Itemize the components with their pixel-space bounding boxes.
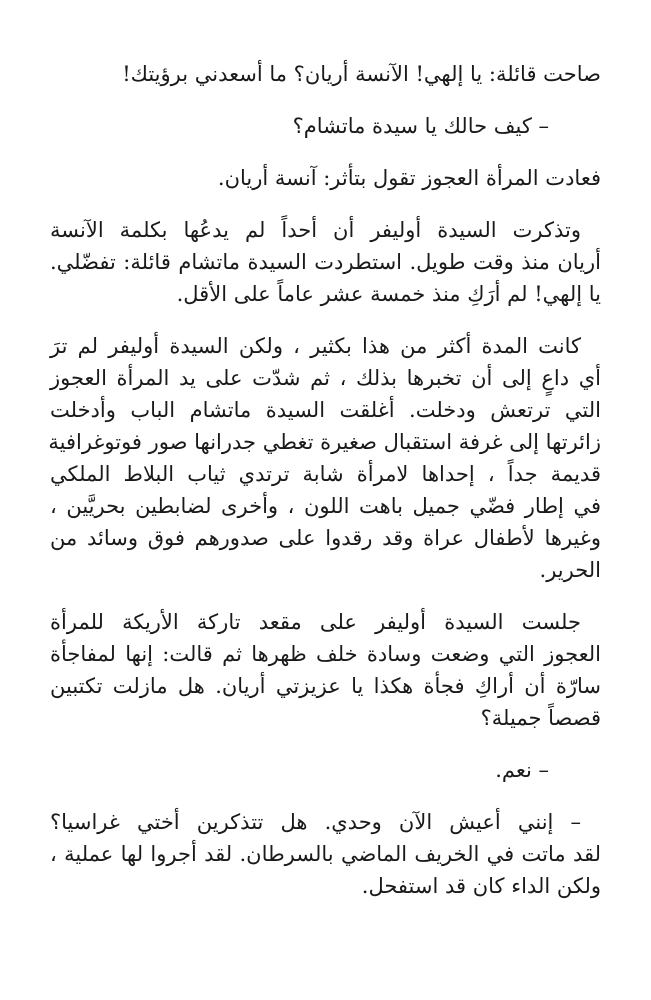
text-line: سارّة أن أراكِ فجأة هكذا يا عزيزتي أريان. هل مازلت تكتبين	[50, 674, 601, 698]
text-line: التي ترتعش ودخلت. أغلقت السيدة ماتشام الباب وأدخلت	[50, 398, 601, 422]
text-line: – إنني أعيش الآن وحدي. هل تتذكرين أختي غراسيا؟	[50, 810, 581, 834]
paragraph-old-woman-reply	[50, 162, 601, 194]
text-line: صاحت قائلة: يا إلهي! الآنسة أريان؟ ما أسعدني برؤيتك!	[122, 62, 601, 86]
text-line: جلست السيدة أوليفر على مقعد تاركة الأريكة للمرأة	[50, 610, 581, 634]
paragraph-dialog-greeting	[50, 110, 601, 142]
paragraph-dialog-yes	[50, 754, 601, 786]
text-line: العجوز التي وضعت وسادة خلف ظهرها ثم قالت: إنها لمفاجأة	[50, 642, 601, 666]
paragraph-sister-gracia	[50, 806, 601, 902]
text-line: قصصاً جميلة؟	[480, 706, 601, 730]
text-line: الحرير.	[539, 558, 601, 582]
text-line: – نعم.	[495, 758, 549, 782]
text-line: كانت المدة أكثر من هذا بكثير ، ولكن السيدة أوليفر لم ترَ	[50, 334, 581, 358]
text-line: وغيرها لأطفال عراة وقد رقدوا على صدورهم فوق وسائد من	[50, 526, 601, 550]
text-line: في إطار فضّي جميل باهت اللون ، وأخرى لضابطين بحريَّين ،	[50, 494, 601, 518]
paragraph-exclamation	[50, 58, 601, 90]
text-line: وتذكرت السيدة أوليفر أن أحداً لم يدعُها بكلمة الآنسة	[50, 218, 581, 242]
text-line: زائرتها إلى غرفة استقبال صغيرة تغطي جدرانها صور فوتوغرافية	[48, 430, 601, 454]
text-line: ولكن الداء كان قد استفحل.	[361, 874, 601, 898]
text-line: أي داعٍ إلى أن تخبرها بذلك ، ثم شدّت على يد المرأة العجوز	[50, 366, 601, 390]
text-line: لقد ماتت في الخريف الماضي بالسرطان. لقد أجروا لها عملية ،	[50, 842, 601, 866]
paragraph-sofa-conversation	[50, 606, 601, 734]
text-line: يا إلهي! لم أرَكِ منذ خمسة عشر عاماً على الأقل.	[176, 282, 601, 306]
text-line: فعادت المرأة العجوز تقول بتأثر: آنسة أريان.	[217, 166, 601, 190]
text-line: قديمة جداً ، إحداها لامرأة شابة ترتدي ثياب البلاط الملكي	[50, 462, 601, 486]
text-line: أريان منذ وقت طويل. استطردت السيدة ماتشام قائلة: تفضّلي.	[50, 250, 601, 274]
paragraph-reception-room	[50, 330, 601, 586]
paragraph-oliver-remembers	[50, 214, 601, 310]
text-line: – كيف حالك يا سيدة ماتشام؟	[292, 114, 549, 138]
